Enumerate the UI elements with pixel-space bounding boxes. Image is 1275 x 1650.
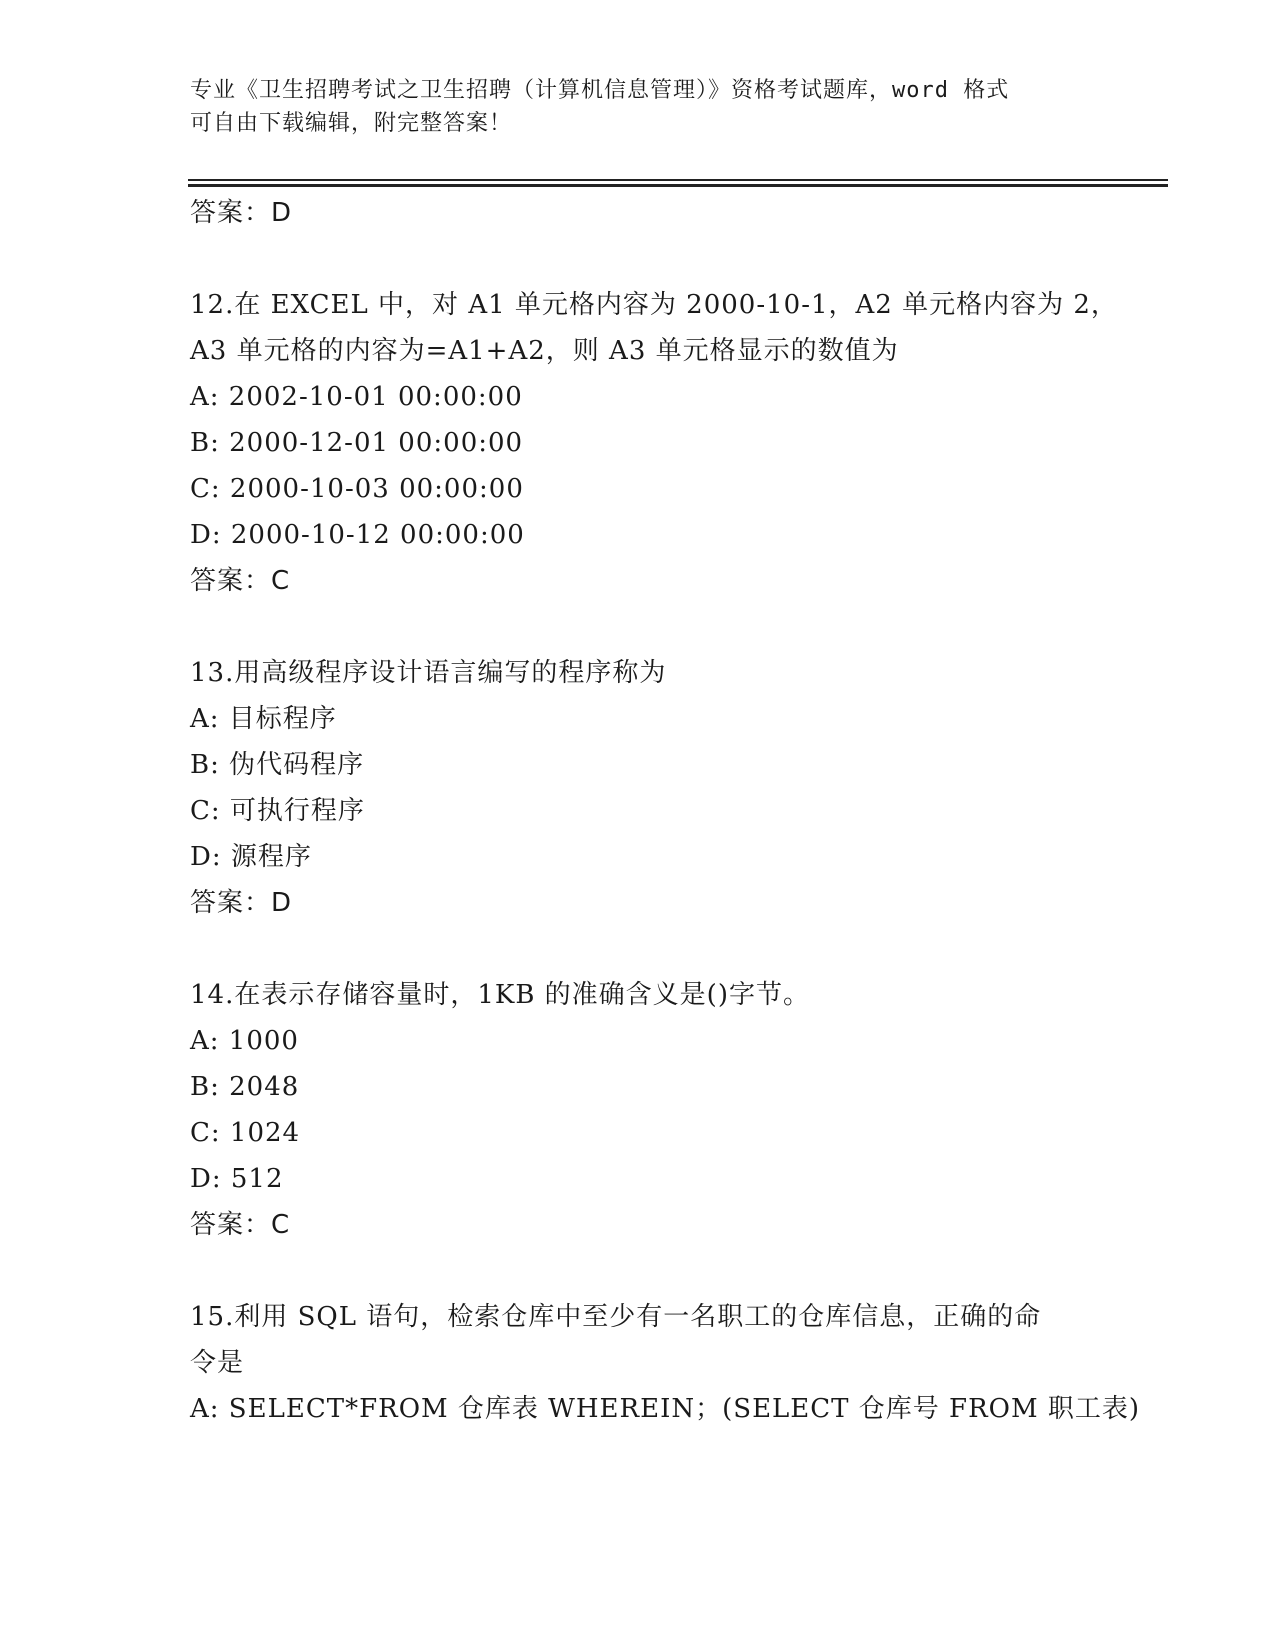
option-d: D: 512	[190, 1164, 284, 1194]
option-c: C: 可执行程序	[190, 796, 365, 826]
spacer	[190, 236, 1190, 282]
option-b: B: 伪代码程序	[190, 750, 365, 780]
option-b: B: 2000-12-01 00:00:00	[190, 428, 524, 458]
header-divider-thin	[188, 179, 1168, 181]
question-stem: 令是	[190, 1348, 245, 1378]
question-stem: 14.在表示存储容量时，1KB 的准确含义是()字节。	[190, 980, 810, 1010]
question-15	[190, 1294, 1190, 1432]
option-b: B: 2048	[190, 1072, 300, 1102]
question-stem: 13.用高级程序设计语言编写的程序称为	[190, 658, 667, 688]
answer: 答案：C	[190, 1210, 291, 1240]
question-stem: 15.利用 SQL 语句，检索仓库中至少有一名职工的仓库信息，正确的命	[190, 1302, 1042, 1332]
header-line-2: 可自由下载编辑，附完整答案！	[190, 111, 513, 136]
question-stem: A3 单元格的内容为=A1+A2，则 A3 单元格显示的数值为	[190, 336, 899, 366]
answer: 答案：D	[190, 888, 293, 918]
header-divider-thick	[188, 184, 1168, 187]
document-header	[190, 74, 1090, 140]
question-12	[190, 282, 1190, 604]
spacer	[190, 926, 1190, 972]
question-list	[190, 190, 1190, 1432]
option-c: C: 2000-10-03 00:00:00	[190, 474, 524, 504]
question-stem: 12.在 EXCEL 中，对 A1 单元格内容为 2000-10-1，A2 单元格内容为 2，	[190, 290, 1118, 320]
option-c: C: 1024	[190, 1118, 301, 1148]
question-14	[190, 972, 1190, 1248]
option-a: A: 目标程序	[190, 704, 337, 734]
question-13	[190, 650, 1190, 926]
spacer	[190, 604, 1190, 650]
header-line-1: 专业《卫生招聘考试之卫生招聘（计算机信息管理）》资格考试题库，word 格式	[190, 78, 1010, 103]
option-a: A: 2002-10-01 00:00:00	[190, 382, 523, 412]
option-d: D: 源程序	[190, 842, 312, 872]
option-a: A: SELECT*FROM 仓库表 WHEREIN；(SELECT 仓库号 FROM 职工表)	[190, 1394, 1141, 1424]
answer: 答案：C	[190, 566, 291, 596]
spacer	[190, 1248, 1190, 1294]
option-a: A: 1000	[190, 1026, 299, 1056]
answer-q11: 答案：D	[190, 198, 293, 228]
option-d: D: 2000-10-12 00:00:00	[190, 520, 525, 550]
